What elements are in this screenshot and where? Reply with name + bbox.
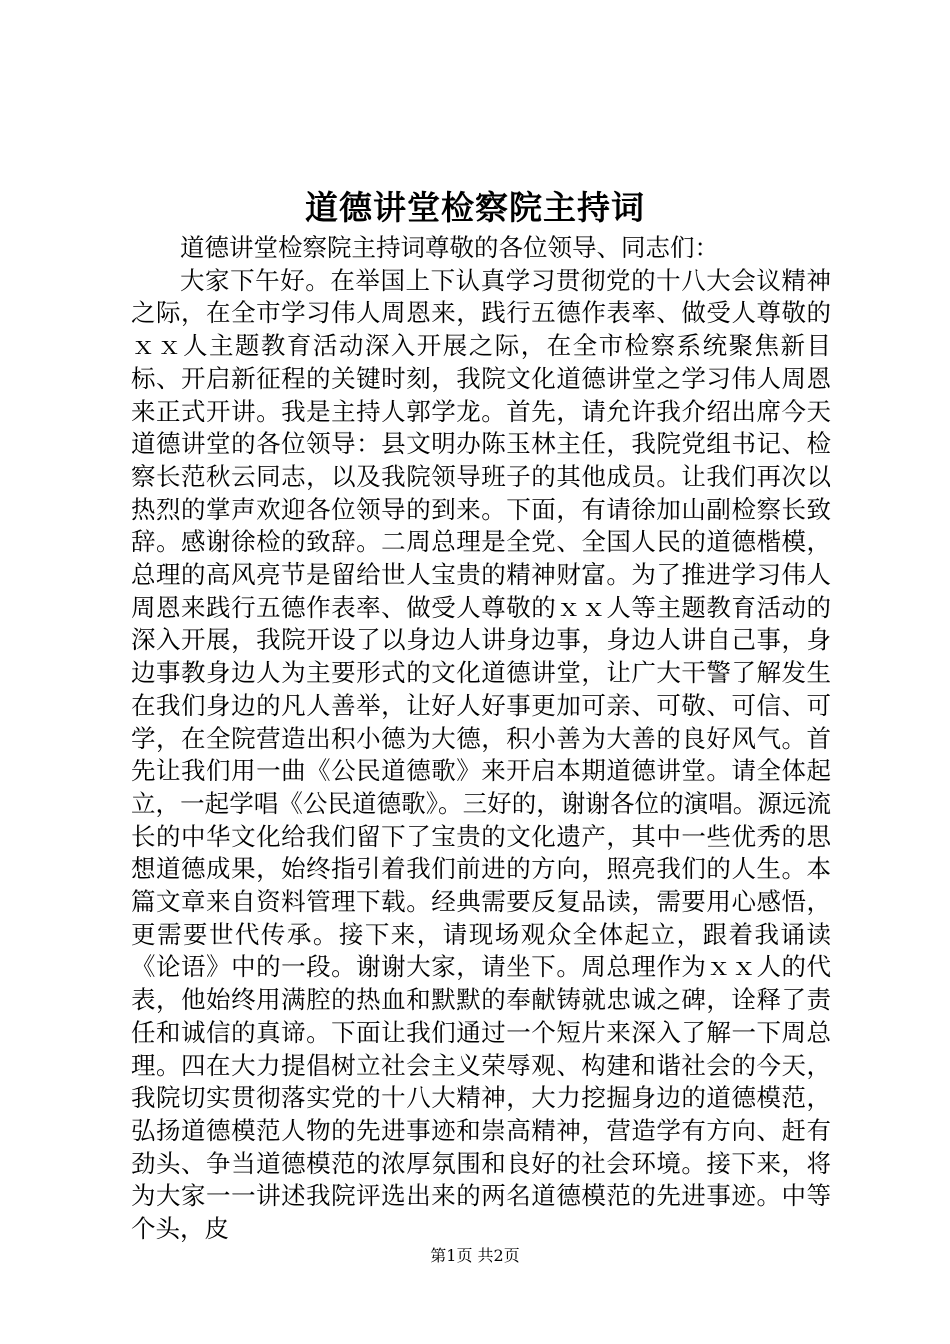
paragraph-salutation: 道德讲堂检察院主持词尊敬的各位领导、同志们： xyxy=(180,233,719,262)
document-title: 道德讲堂检察院主持词 xyxy=(305,188,645,227)
paragraph-main: 大家下午好。在举国上下认真学习贯彻党的十八大会议精神之际，在全市学习伟人周恩来，践行五德作表率、做受人尊敬的ｘｘ人主题教育活动深入开展之际，在全市检察系统聚焦新目标、开启新征程的关键时刻，我院文化道德讲堂之学习伟人周恩来正式开讲。我是主持人郭学龙。首先，请允许我介绍出席今天道德讲堂的各位领导：县文明办陈玉林主任，我院党组书记、检察长范秋云同志，以及我院领导班子的其他成员。让我们再次以热烈的掌声欢迎各位领导的到来。下面，有请徐加山副检察长致辞。感谢徐检的致辞。二周总理是全党、全国人民的道德楷模，总理的高风亮节是留给世人宝贵的精神财富。为了推进学习伟人周恩来践行五德作表率、做受人尊敬的ｘｘ人等主题教育活动的深入开展，我院开设了以身边人讲身边事，身边人讲自己事，身边事教身边人为主要形式的文化道德讲堂，让广大干警了解发生在我们身边的凡人善举，让好人好事更加可亲、可敬、可信、可学，在全院营造出积小德为大德，积小善为大善的良好风气。首先让我们用一曲《公民道德歌》来开启本期道德讲堂。请全体起立，一起学唱《公民道德歌》。三好的，谢谢各位的演唱。源远流长的中华文化给我们留下了宝贵的文化遗产，其中一些优秀的思想道德成果，始终指引着我们前进的方向，照亮我们的人生。本篇文章来自资料管理下载。经典需要反复品读，需要用心感悟，更需要世代传承。接下来，请现场观众全体起立，跟着我诵读《论语》中的一段。谢谢大家，请坐下。周总理作为ｘｘ人的代表，他始终用满腔的热血和默默的奉献铸就忠诚之碑，诠释了责任和诚信的真谛。下面让我们通过一个短片来深入了解一下周总理。四在大力提倡树立社会主义荣辱观、构建和谐社会的今天，我院切实贯彻落实党的十八大精神，大力挖掘身边的道德模范，弘扬道德模范人物的先进事迹和崇高精神，营造学有方向、赶有劲头、争当道德模范的浓厚氛围和良好的社会环境。接下来，将为大家一一讲述我院评选出来的两名道德模范的先进事迹。中等个头，皮 xyxy=(131,265,831,1244)
page-footer: 第1页 共2页 xyxy=(430,1246,520,1265)
document-body xyxy=(131,232,831,1246)
